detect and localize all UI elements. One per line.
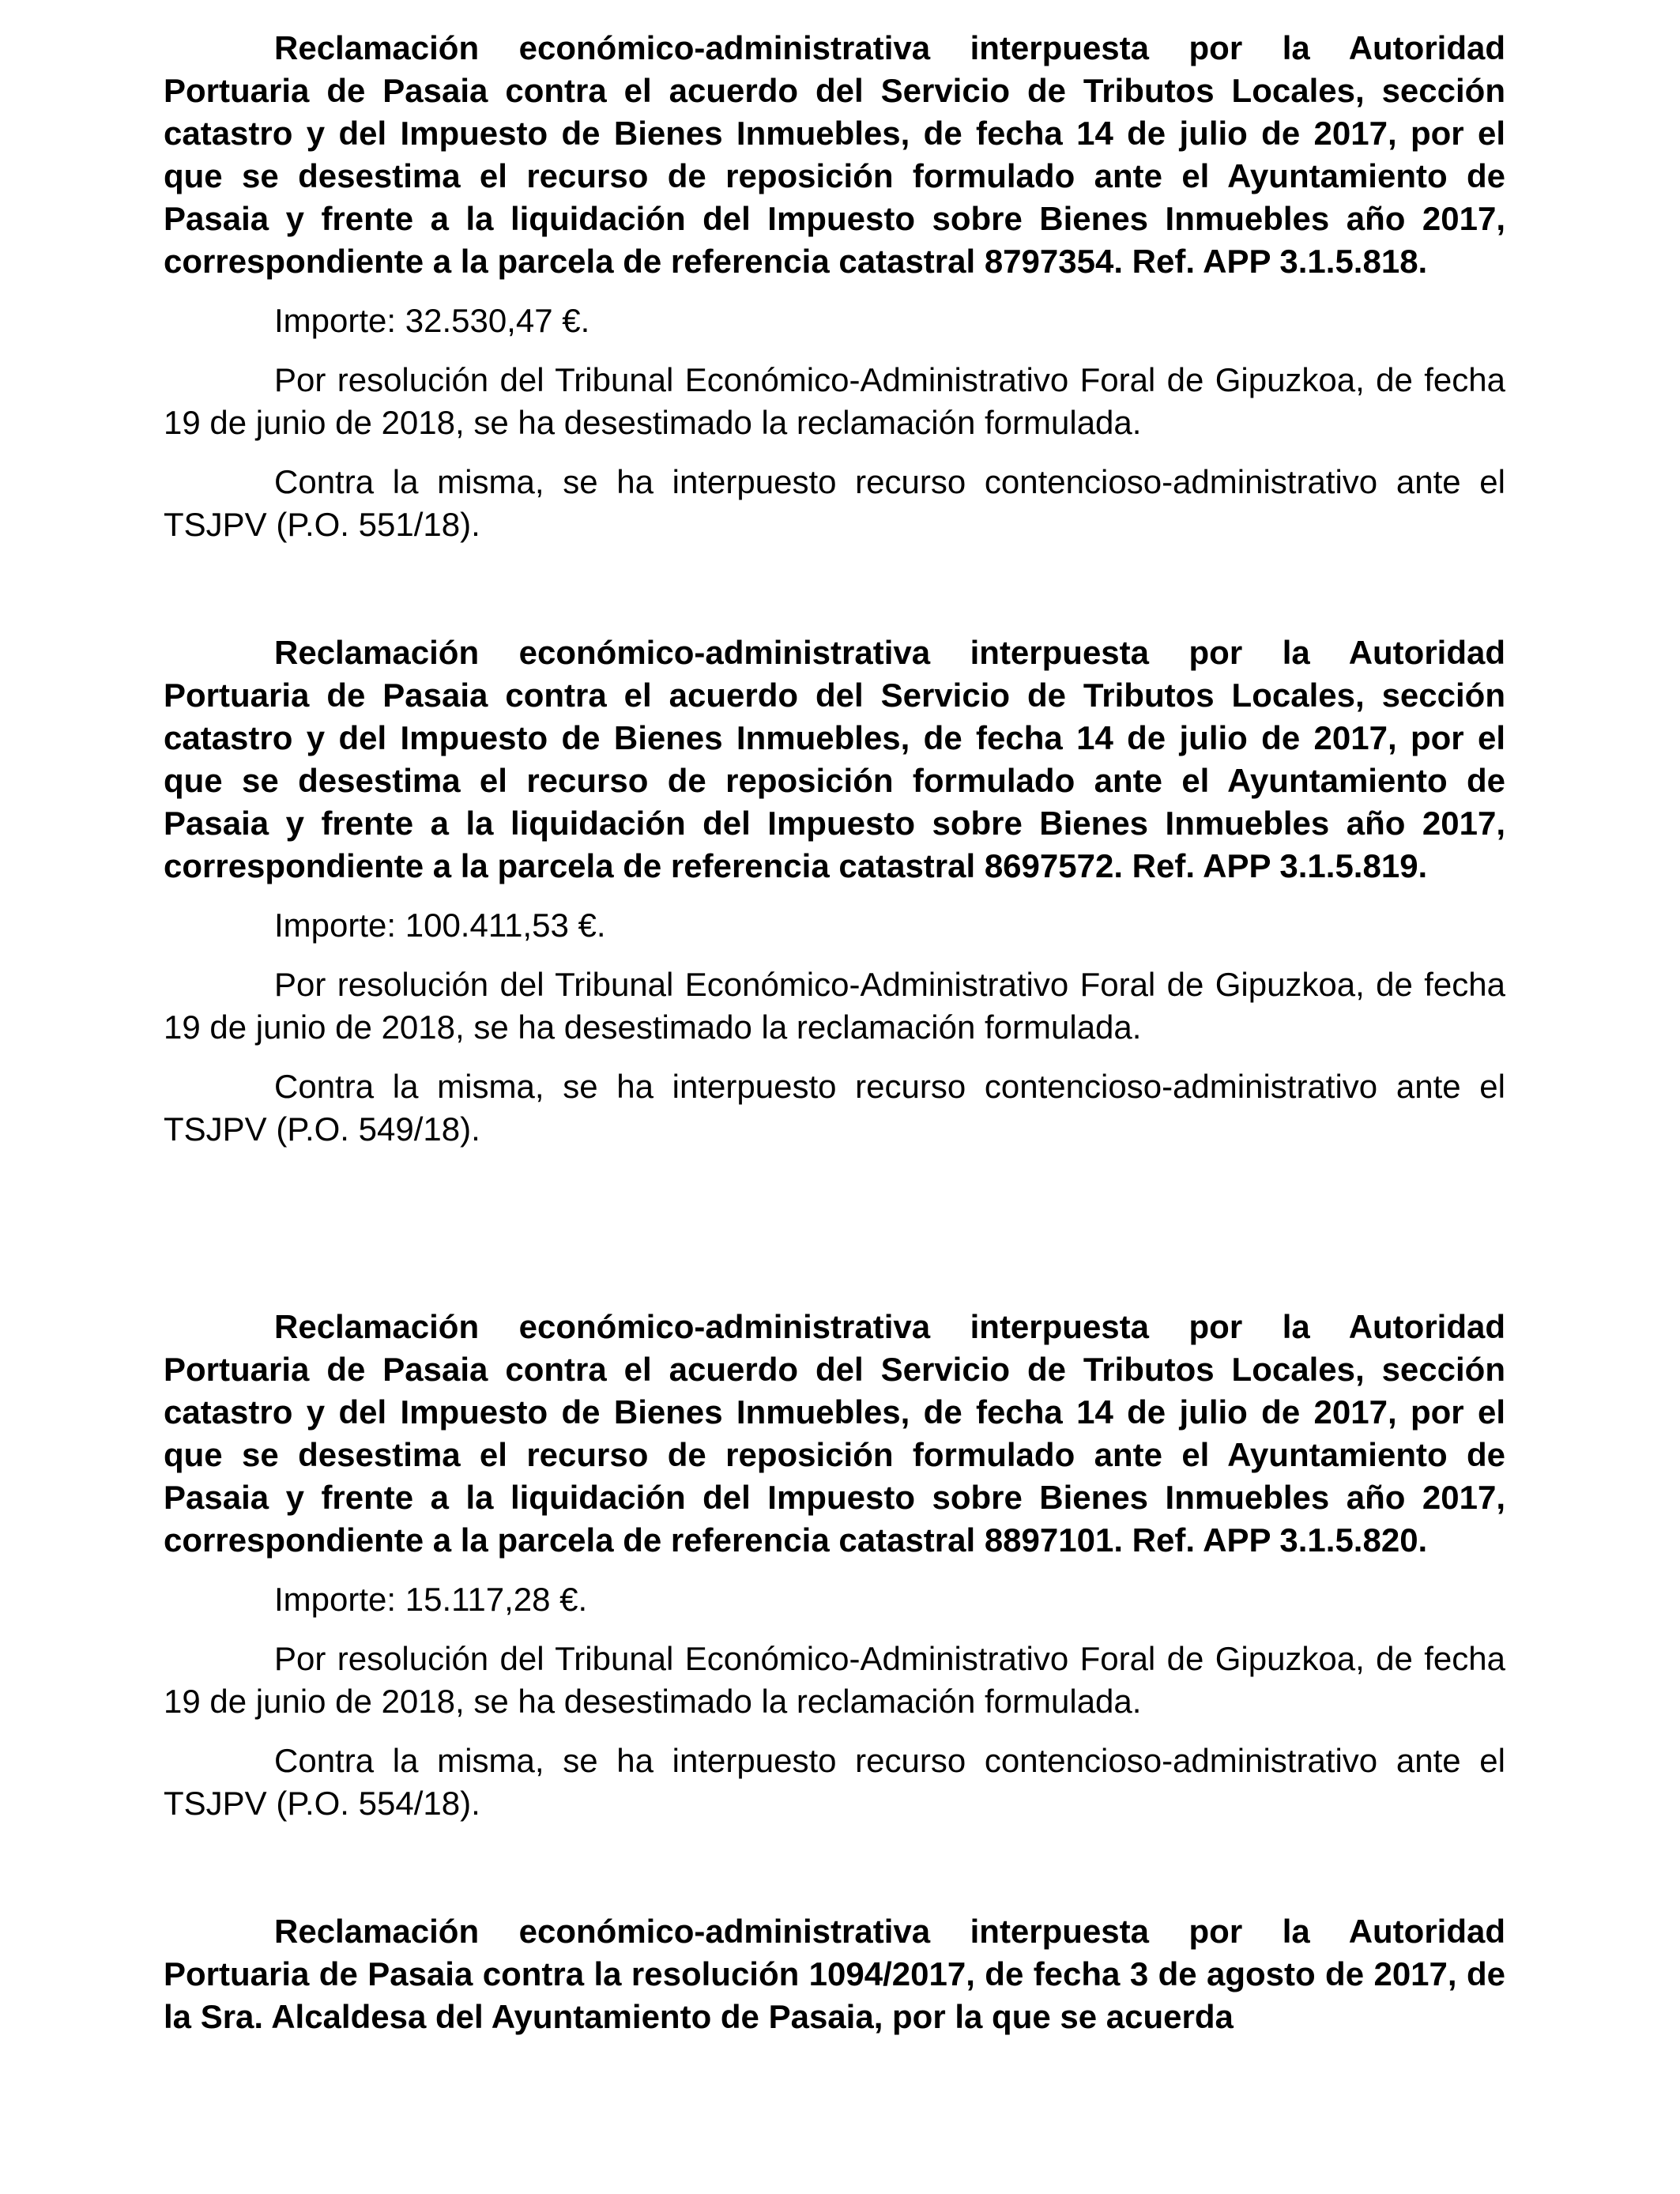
claim-amount: Importe: 100.411,53 €.: [274, 907, 606, 944]
claim-title: Reclamación económico-administrativa interpuesta por la Autoridad Portuaria de Pasaia contra el acuerdo del Servicio de Tributos Locales, sección catastro y del Impuesto de Bienes Inmuebles, de fecha 14 de julio de 2017, por el que se desestima el recurso de reposición formulado ante el Ayuntamiento de Pasaia y frente a la liquidación del Impuesto sobre Bienes Inmuebles año 2017, correspondiente a la parcela de referencia catastral 8697572. Ref. APP 3.1.5.819.: [164, 634, 1505, 884]
section-spacer: [164, 1825, 1505, 1910]
document-page: [164, 27, 1505, 2038]
claim-amount: Importe: 32.530,47 €.: [274, 302, 590, 339]
claim-title: Reclamación económico-administrativa interpuesta por la Autoridad Portuaria de Pasaia contra el acuerdo del Servicio de Tributos Locales, sección catastro y del Impuesto de Bienes Inmuebles, de fecha 14 de julio de 2017, por el que se desestima el recurso de reposición formulado ante el Ayuntamiento de Pasaia y frente a la liquidación del Impuesto sobre Bienes Inmuebles año 2017, correspondiente a la parcela de referencia catastral 8797354. Ref. APP 3.1.5.818.: [164, 29, 1505, 280]
section-spacer: [164, 546, 1505, 631]
claim-resolution: Por resolución del Tribunal Económico-Administrativo Foral de Gipuzkoa, de fecha 19 de junio de 2018, se ha desestimado la reclamación formulada.: [164, 966, 1505, 1046]
claim-resolution: Por resolución del Tribunal Económico-Administrativo Foral de Gipuzkoa, de fecha 19 de junio de 2018, se ha desestimado la reclamación formulada.: [164, 361, 1505, 441]
claim-title: Reclamación económico-administrativa interpuesta por la Autoridad Portuaria de Pasaia contra el acuerdo del Servicio de Tributos Locales, sección catastro y del Impuesto de Bienes Inmuebles, de fecha 14 de julio de 2017, por el que se desestima el recurso de reposición formulado ante el Ayuntamiento de Pasaia y frente a la liquidación del Impuesto sobre Bienes Inmuebles año 2017, correspondiente a la parcela de referencia catastral 8897101. Ref. APP 3.1.5.820.: [164, 1308, 1505, 1559]
claim-entry-820: [164, 1306, 1505, 1825]
claim-entry-818: [164, 27, 1505, 546]
claim-title: Reclamación económico-administrativa interpuesta por la Autoridad Portuaria de Pasaia contra la resolución 1094/2017, de fecha 3 de agosto de 2017, de la Sra. Alcaldesa del Ayuntamiento de Pasaia, por la que se acuerda: [164, 1913, 1505, 2035]
claim-resolution: Por resolución del Tribunal Económico-Administrativo Foral de Gipuzkoa, de fecha 19 de junio de 2018, se ha desestimado la reclamación formulada.: [164, 1640, 1505, 1720]
claim-entry-819: [164, 631, 1505, 1151]
section-spacer: [164, 1151, 1505, 1306]
claim-amount: Importe: 15.117,28 €.: [274, 1581, 588, 1618]
claim-appeal: Contra la misma, se ha interpuesto recurso contencioso-administrativo ante el TSJPV (P.O. 551/18).: [164, 463, 1505, 543]
claim-appeal: Contra la misma, se ha interpuesto recurso contencioso-administrativo ante el TSJPV (P.O. 554/18).: [164, 1742, 1505, 1822]
claim-appeal: Contra la misma, se ha interpuesto recurso contencioso-administrativo ante el TSJPV (P.O. 549/18).: [164, 1068, 1505, 1148]
claim-entry-1094: [164, 1910, 1505, 2038]
